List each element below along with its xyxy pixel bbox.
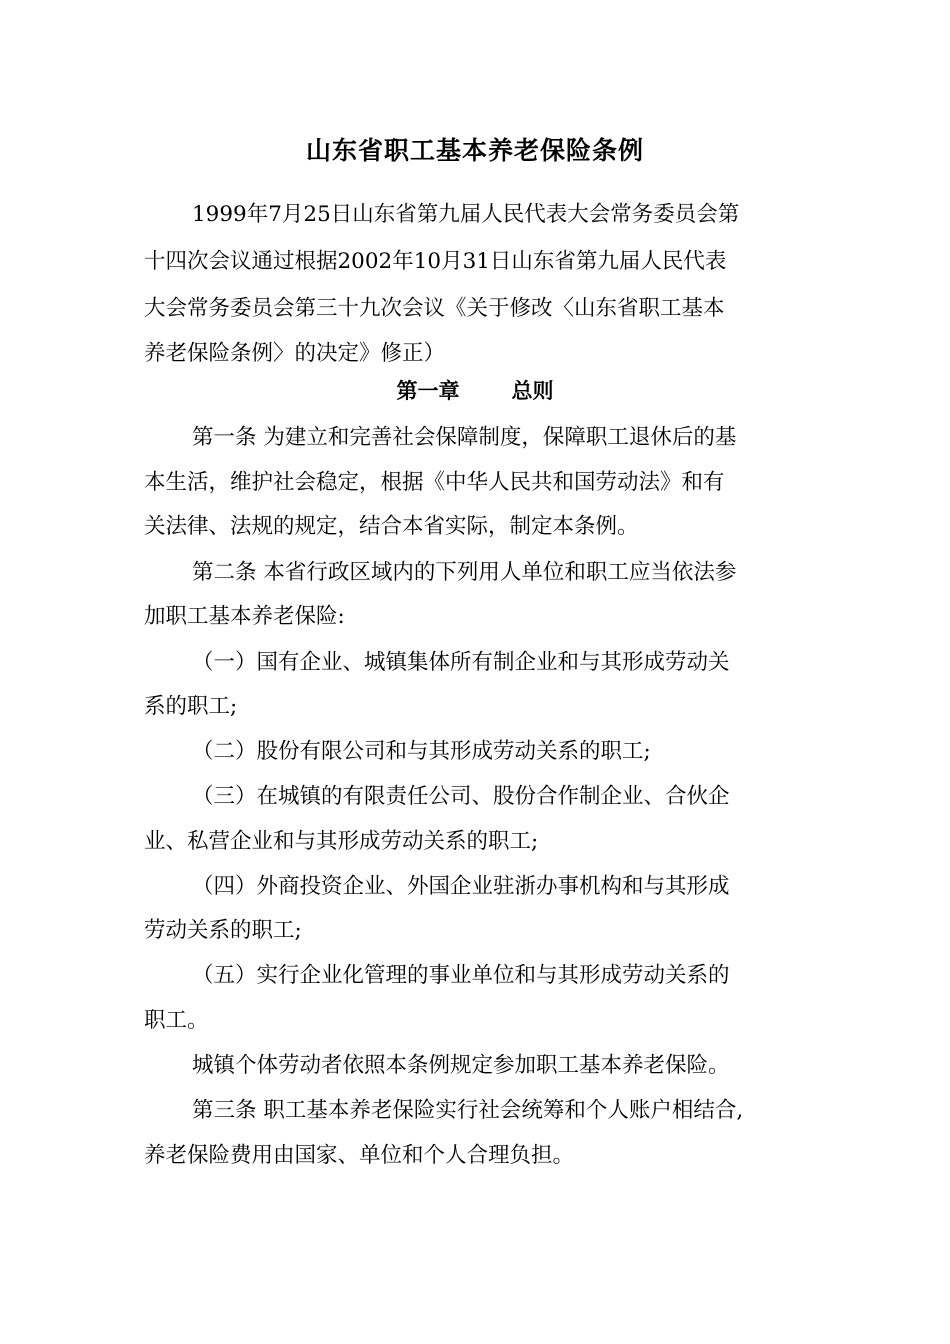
article-3-line: 养老保险费用由国家、单位和个人合理负担。 (144, 1143, 575, 1168)
article-2-line: 加职工基本养老保险: (144, 604, 345, 629)
clause-3-line: （三）在城镇的有限责任公司、股份合作制企业、合伙企 (192, 784, 730, 809)
clause-4-line: 劳动关系的职工; (144, 918, 302, 943)
preamble-line: 十四次会议通过根据2002年10月31日山东省第九届人民代表 (144, 249, 727, 274)
clause-1-line: （一）国有企业、城镇集体所有制企业和与其形成劳动关 (192, 650, 730, 675)
document-title: 山东省职工基本养老保险条例 (305, 136, 644, 165)
clause-4-line: （四）外商投资企业、外国企业驻浙办事机构和与其形成 (192, 874, 730, 899)
article-1-line: 本生活，维护社会稳定，根据《中华人民共和国劳动法》和有 (144, 470, 725, 495)
clause-2-line: （二）股份有限公司和与其形成劳动关系的职工; (192, 739, 651, 764)
preamble-line: 1999年7月25日山东省第九届人民代表大会常务委员会第 (192, 202, 740, 227)
article-3-line: 第三条 职工基本养老保险实行社会统筹和个人账户相结合, (192, 1098, 744, 1123)
clause-1-line: 系的职工; (144, 694, 238, 719)
chapter-number: 第一章 (396, 378, 460, 403)
preamble-line: 大会常务委员会第三十九次会议《关于修改〈山东省职工基本 (144, 296, 725, 321)
article-2-line: 第二条 本省行政区域内的下列用人单位和职工应当依法参 (192, 560, 737, 585)
article-1-line: 关法律、法规的规定，结合本省实际，制定本条例。 (144, 514, 639, 539)
clause-5-line: 职工。 (144, 1008, 209, 1033)
individual-worker-line: 城镇个体劳动者依照本条例规定参加职工基本养老保险。 (192, 1053, 730, 1078)
clause-5-line: （五）实行企业化管理的事业单位和与其形成劳动关系的 (192, 963, 730, 988)
preamble-line: 养老保险条例〉的决定》修正） (144, 341, 446, 366)
clause-3-line: 业、私营企业和与其形成劳动关系的职工; (144, 829, 539, 854)
chapter-heading (0, 375, 950, 407)
article-1-line: 第一条 为建立和完善社会保障制度，保障职工退休后的基 (192, 425, 737, 450)
chapter-name: 总则 (511, 378, 554, 403)
